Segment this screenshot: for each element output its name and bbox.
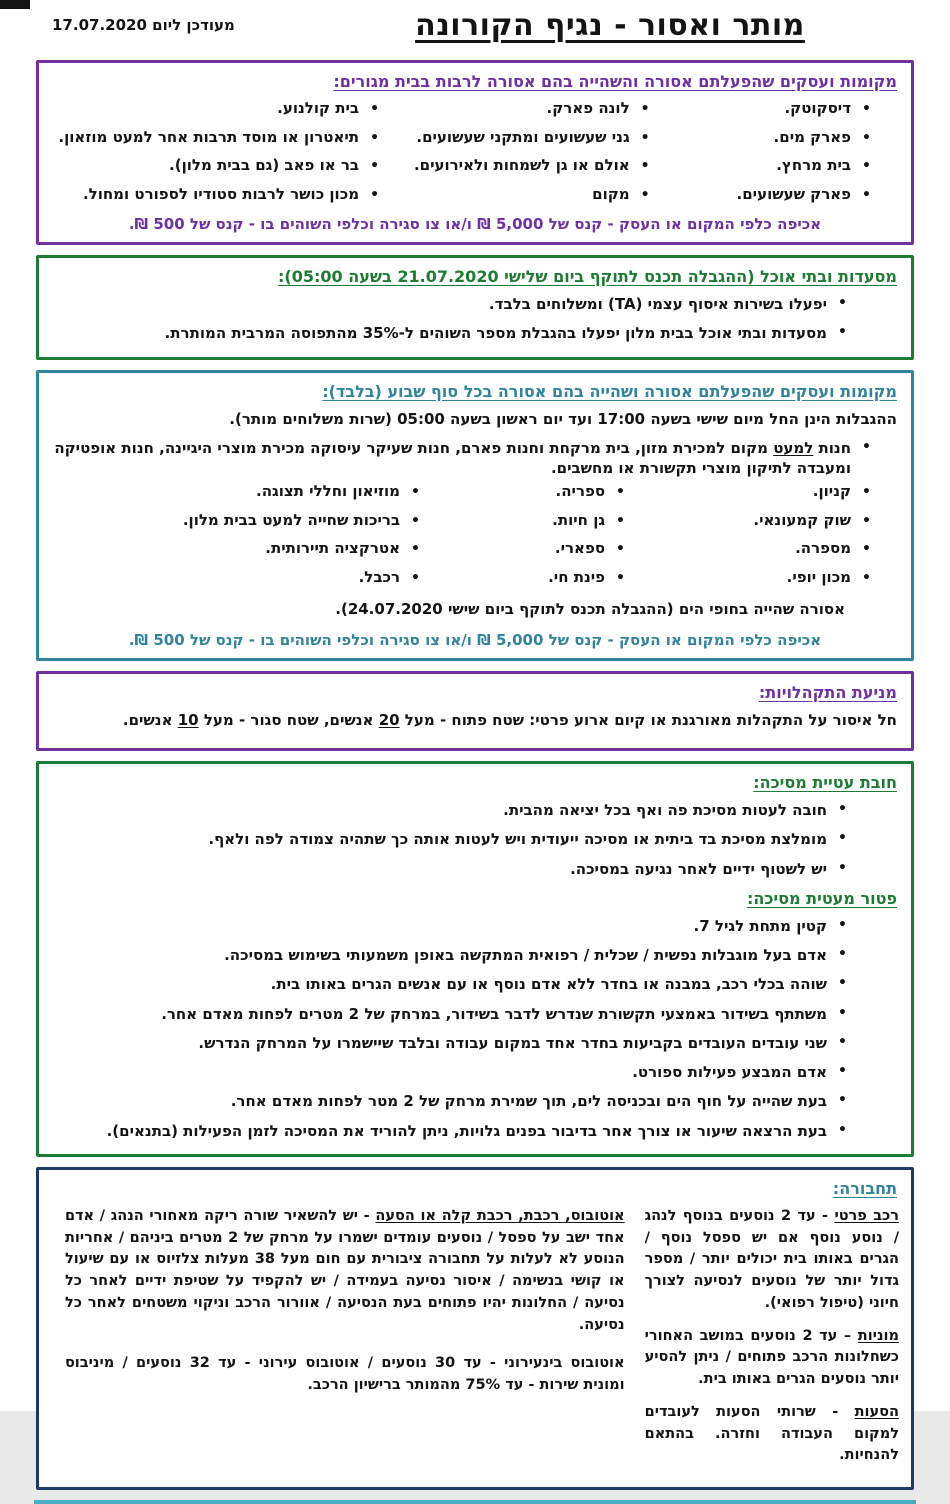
bullet-item: • בעת שהייה על חוף הים ובכניסה לים, תוך שמירת מרחק של 2 מטר לפחות מאדם אחר. bbox=[51, 1091, 847, 1111]
box-masks bbox=[36, 761, 914, 1157]
enforcement-note: אכיפה כלפי המקום או העסק - קנס של 5,000 ₪ ו/או צו סגירה וכלפי השוהים בו - קנס של 500 ₪. bbox=[128, 631, 822, 649]
bullet-item: • יפעלו בשירות איסוף עצמי (TA) ומשלוחים בלבד. bbox=[51, 294, 847, 314]
shops-bullet-text: • חנות למעט מקום למכירת מזון, בית מרקחת וחנות פארם, חנות שעיקר עיסוקה מכירת מוצרי היגיינה, חנות אופטיקה ומעבדה לתיקון מוצרי תקשורת או מחשבים. bbox=[54, 438, 852, 477]
bullet-item: • קטין מתחת לגיל 7. bbox=[51, 916, 847, 936]
box-restaurants bbox=[36, 255, 914, 360]
mask-duty-bullets bbox=[51, 800, 899, 879]
section-header: חובת עטיית מסיכה: bbox=[753, 773, 897, 792]
bullet-item: • מכון כושר לרבות סטודיו לספורט ומחול. bbox=[51, 185, 379, 205]
bullet-item: • לונה פארק. bbox=[379, 99, 650, 119]
transport-right-column bbox=[645, 1206, 899, 1478]
forbidden-places-grid bbox=[51, 99, 899, 204]
bullet-item: • מומלצת מסיכת בד ביתית או מסיכה ייעודית ויש לעטות אותה כך שתהיה צמודה לפה ולאף. bbox=[51, 829, 847, 849]
bullet-item: • מקום bbox=[379, 185, 650, 205]
bullet-item: • גני שעשועים ומתקני שעשועים. bbox=[379, 128, 650, 148]
section-header: תחבורה: bbox=[832, 1178, 897, 1198]
bullet-item: • שוק קמעונאי. bbox=[625, 511, 871, 531]
weekend-places-grid bbox=[51, 482, 899, 587]
bullet-item: • תיאטרון או מוסד תרבות אחר למעט מוזאון. bbox=[51, 128, 379, 148]
beach-note: אסורה שהייה בחופי הים (ההגבלה תכנס לתוקף ביום שישי 24.07.2020). bbox=[335, 600, 845, 618]
section-header: מניעת התקהלויות: bbox=[758, 683, 897, 702]
bullet-item: • אדם בעל מוגבלות נפשית / שכלית / רפואית המתקשה באופן משמעותי בשימוש במסיכה. bbox=[51, 945, 847, 965]
box-weekend-closures bbox=[36, 370, 914, 662]
bullet-item bbox=[51, 438, 871, 479]
transport-paragraph: הסעות - שרותי הסעות לעובדים למקום העבודה וחזרה. בהתאם להנחיות. bbox=[644, 1403, 899, 1464]
cutoff-next-box-border bbox=[34, 1500, 916, 1504]
bullet-item: • אולם או גן לשמחות ולאירועים. bbox=[379, 156, 650, 176]
weekend-shops-list bbox=[51, 438, 899, 479]
bullet-item: • ספריה. bbox=[420, 482, 625, 502]
bullet-item: • רכבל. bbox=[51, 568, 420, 588]
bullet-item: • מספרה. bbox=[625, 539, 871, 559]
bullet-item: • אדם המבצע פעילות ספורט. bbox=[51, 1062, 847, 1082]
bullet-item: • משתתף בשידור באמצעי תקשורת שנדרש לדבר בשידור, במרחק של 2 מטרים לפחות מאדם אחר. bbox=[51, 1004, 847, 1024]
bullet-item: • שוהה בכלי רכב, במבנה או בחדר ללא אדם נוסף או עם אנשים הגרים באותו בית. bbox=[51, 974, 847, 994]
bullet-item: • פארק שעשועים. bbox=[650, 185, 871, 205]
transport-paragraph: מוניות – עד 2 נוסעים במושב האחורי כשחלונות הרכב פתוחים / ניתן להסיע יותר נוסעים הגרים באותו בית. bbox=[644, 1327, 899, 1387]
section-header: מקומות ועסקים שהפעלתם אסורה ושהייה בהם אסורה בכל סוף שבוע (בלבד): bbox=[322, 381, 897, 401]
document-header bbox=[0, 0, 950, 60]
bullet-item: • בעת הרצאה שיעור או צורך אחר בדיבור בפנים גלויות, ניתן להוריד את המסיכה לזמן הפעילות (בתנאים). bbox=[51, 1121, 847, 1141]
transport-paragraph: אוטובוס, רכבת, רכבת קלה או הסעה - יש להשאיר שורה ריקה מאחורי הנהג / אדם אחד ישב על ספסל / נוסעים עומדים ישמרו על מרחק של 2 מטרים ביניהם / אחריות הנוסע לא לעלות על תחבורה ציבורית עם חום מעל 38 מעלות צלזיוס או עם שיעול או קושי בנשימה / איסור נסיעה בעמידה / יש להקפיד על שטיפת ידיים לאחר כל נסיעה / החלונות יהיו פתוחים בעת הנסיעה / אוורור הרכב וניקוי משטחים לאחר כל נסיעה. bbox=[64, 1207, 625, 1333]
bullet-item: • ספארי. bbox=[420, 539, 625, 559]
page-title: מותר ואסור - נגיף הקורונה bbox=[415, 8, 805, 43]
bullet-item: • יש לשטוף ידיים לאחר נגיעה במסיכה. bbox=[51, 859, 847, 879]
bullet-item: • גן חיות. bbox=[420, 511, 625, 531]
bullet-item: • בית מרחץ. bbox=[650, 156, 871, 176]
underlined-word: למעט bbox=[773, 438, 814, 457]
section-header: מקומות ועסקים שהפעלתם אסורה והשהייה בהם אסורה לרבות בבית מגורים: bbox=[333, 72, 897, 91]
bullet-item: • בריכות שחייה למעט בבית מלון. bbox=[51, 511, 420, 531]
bullet-item: • פינת חי. bbox=[420, 568, 625, 588]
transport-paragraph: אוטובוס בינעירוני - עד 30 נוסעים / אוטובוס עירוני - עד 32 נוסעים / מיניבוס ומונית שירות - עד 75% מהמותר ברישיון הרכב. bbox=[64, 1355, 625, 1393]
box-forbidden-places bbox=[36, 60, 914, 245]
underlined-number: 20 bbox=[378, 711, 400, 729]
weekend-intro: ההגבלות הינן החל מיום שישי בשעה 17:00 ועד יום ראשון בשעה 05:00 (שרות משלוחים מותר). bbox=[229, 409, 897, 428]
transport-left-column bbox=[65, 1206, 625, 1408]
updated-date: מעודכן ליום 17.07.2020 bbox=[52, 16, 235, 34]
underlined-number: 10 bbox=[177, 711, 199, 729]
bullet-item: • מוזיאון וחללי תצוגה. bbox=[51, 482, 420, 502]
bullet-item: • דיסקוטק. bbox=[650, 99, 871, 119]
bullet-item: • בר או פאב (גם בבית מלון). bbox=[51, 156, 379, 176]
mask-exempt-bullets bbox=[51, 916, 899, 1141]
bullet-item: • פארק מים. bbox=[650, 128, 871, 148]
box-transport bbox=[36, 1167, 914, 1490]
bullet-item: • אטרקציה תיירותית. bbox=[51, 539, 420, 559]
bullet-item: • מסעדות ובתי אוכל בבית מלון יפעלו בהגבלת מספר השוהים ל-35% מהתפוסה המרבית המותרת. bbox=[51, 323, 847, 343]
gatherings-rule: חל איסור על התקהלות מאורגנת או קיום ארוע פרטי: שטח פתוח - מעל 20 אנשים, שטח סגור - מעל 10 אנשים. bbox=[122, 711, 897, 729]
bullet-item: • שני עובדים העובדים בקביעות בחדר אחד במקום עבודה ובלבד שיישמרו על המרחק הנדרש. bbox=[51, 1033, 847, 1053]
bullet-item: • קניון. bbox=[625, 482, 871, 502]
transport-paragraph: רכב פרטי - עד 2 נוסעים בנוסף לנהג / נוסע נוסף אם יש ספסל נוסף / הגרים באותו בית יכולים יותר / מספר גדול יותר של נוסעים לנסיעה לצורך חיוני (טיפול רפואי). bbox=[644, 1207, 899, 1311]
enforcement-note: אכיפה כלפי המקום או העסק - קנס של 5,000 ₪ ו/או צו סגירה וכלפי השוהים בו - קנס של 500 ₪. bbox=[128, 215, 822, 233]
bullet-item: • מכון יופי. bbox=[625, 568, 871, 588]
transport-columns bbox=[51, 1206, 899, 1478]
bullet-item: • חובה לעטות מסיכת פה ואף בכל יציאה מהבית. bbox=[51, 800, 847, 820]
mask-exempt-header: פטור מעטית מסיכה: bbox=[746, 888, 897, 908]
bullet-item: • בית קולנוע. bbox=[51, 99, 379, 119]
restaurants-bullets bbox=[51, 294, 899, 344]
section-header: מסעדות ובתי אוכל (ההגבלה תכנס לתוקף ביום שלישי 21.07.2020 בשעה 05:00): bbox=[278, 267, 897, 286]
box-gatherings bbox=[36, 671, 914, 751]
